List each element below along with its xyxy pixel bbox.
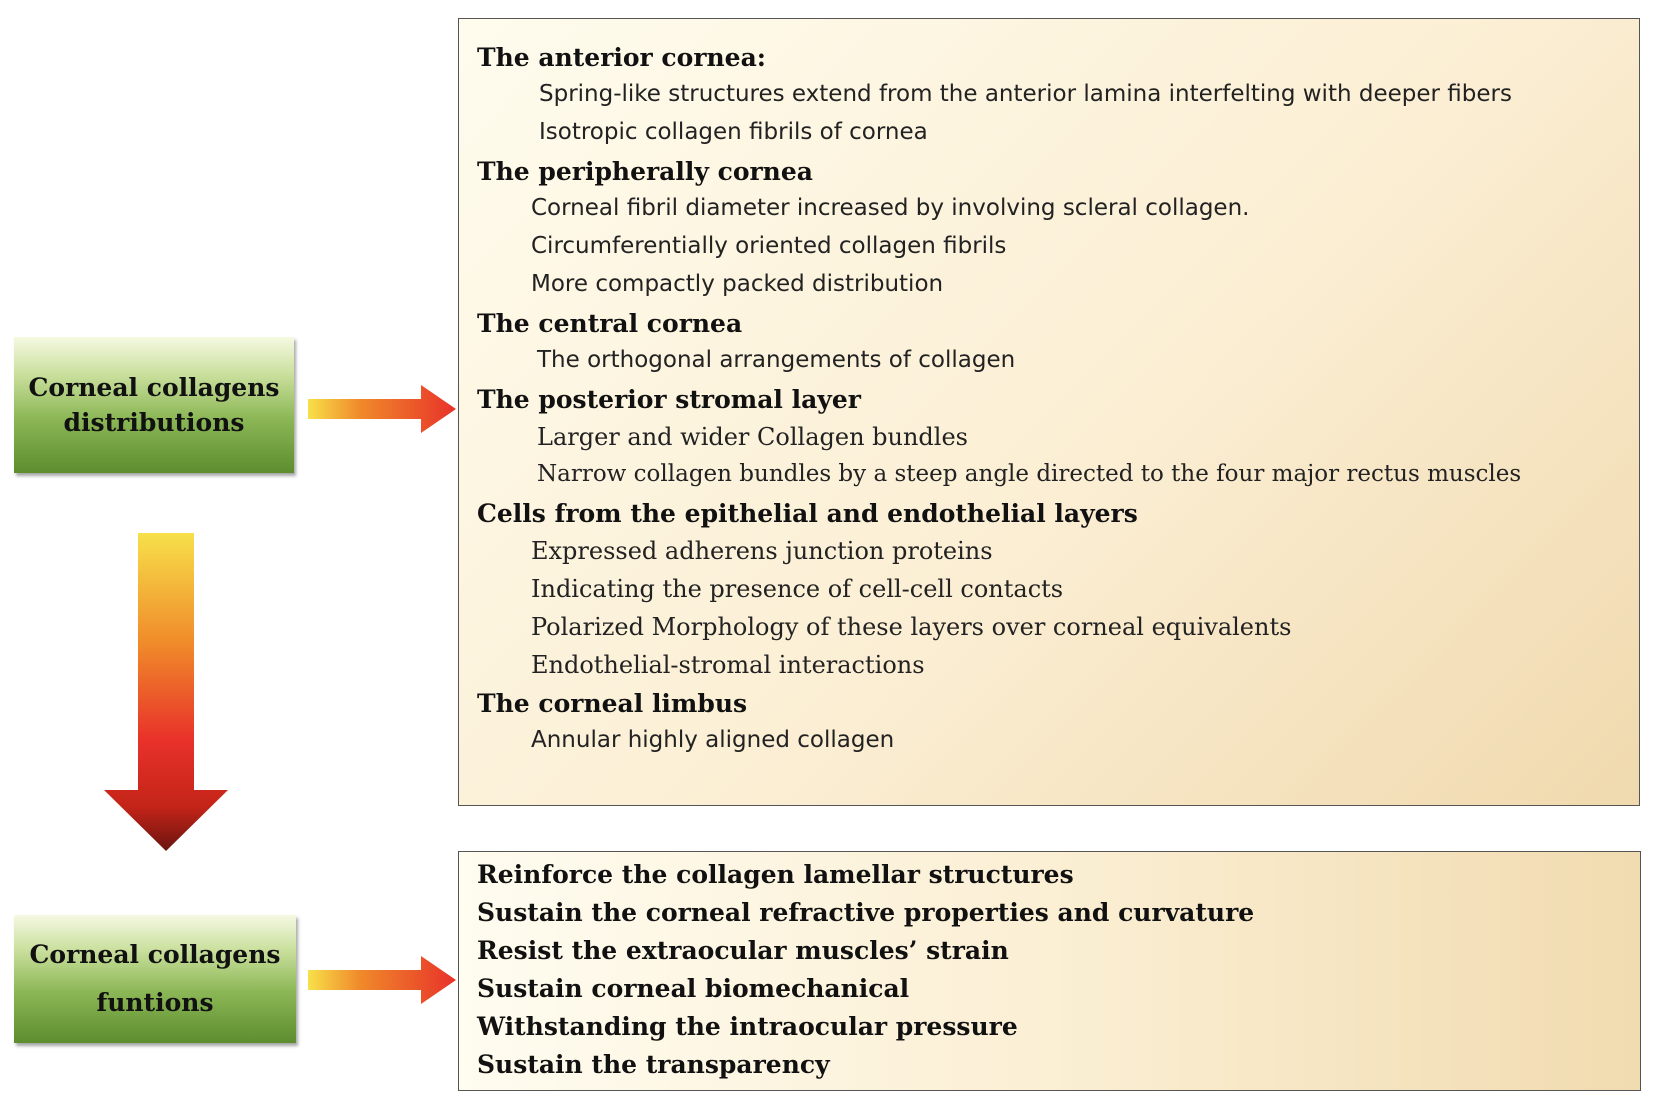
right-arrow-icon-top [308, 385, 458, 433]
anterior-item-2: Isotropic collagen fibrils of cornea [539, 119, 928, 145]
corneal-collagens-distributions-box [14, 337, 294, 473]
distributions-panel [458, 18, 1640, 806]
anterior-item-1: Spring-like structures extend from the anterior lamina interfelting with deeper fibers [539, 81, 1512, 107]
corneal-collagens-functions-box [14, 915, 296, 1043]
functions-box-line2: funtions [96, 988, 214, 1017]
function-item-3: Resist the extraocular muscles’ strain [477, 936, 1009, 965]
heading-anterior-cornea: The anterior cornea: [477, 43, 767, 72]
function-item-4: Sustain corneal biomechanical [477, 974, 910, 1003]
peripheral-item-1: Corneal fibril diameter increased by involving scleral collagen. [531, 195, 1250, 221]
distributions-box-line1: Corneal collagens [28, 373, 280, 402]
heading-central-cornea: The central cornea [477, 309, 743, 338]
central-item-1: The orthogonal arrangements of collagen [537, 347, 1016, 373]
function-item-2: Sustain the corneal refractive properties and curvature [477, 898, 1255, 927]
peripheral-item-3: More compactly packed distribution [531, 271, 944, 297]
heading-epithelial-endothelial-cells: Cells from the epithelial and endothelial layers [477, 499, 1138, 528]
functions-panel [458, 851, 1641, 1091]
functions-box-line1: Corneal collagens [29, 940, 281, 969]
heading-posterior-stromal-layer: The posterior stromal layer [477, 385, 861, 414]
distributions-box-line2: distributions [63, 408, 245, 437]
posterior-item-1: Larger and wider Collagen bundles [537, 423, 968, 451]
function-item-1: Reinforce the collagen lamellar structures [477, 860, 1074, 889]
cells-item-1: Expressed adherens junction proteins [531, 537, 993, 565]
cells-item-2: Indicating the presence of cell-cell contacts [531, 575, 1064, 603]
posterior-item-2: Narrow collagen bundles by a steep angle directed to the four major rectus muscles [537, 461, 1522, 487]
right-arrow-icon-bottom [308, 956, 458, 1004]
heading-peripheral-cornea: The peripherally cornea [477, 157, 813, 186]
peripheral-item-2: Circumferentially oriented collagen fibrils [531, 233, 1007, 259]
limbus-item-1: Annular highly aligned collagen [531, 727, 895, 753]
function-item-6: Sustain the transparency [477, 1050, 830, 1079]
cells-item-4: Endothelial-stromal interactions [531, 651, 925, 679]
down-arrow-icon [104, 533, 228, 851]
cells-item-3: Polarized Morphology of these layers over corneal equivalents [531, 613, 1292, 641]
function-item-5: Withstanding the intraocular pressure [477, 1012, 1018, 1041]
heading-corneal-limbus: The corneal limbus [477, 689, 748, 718]
